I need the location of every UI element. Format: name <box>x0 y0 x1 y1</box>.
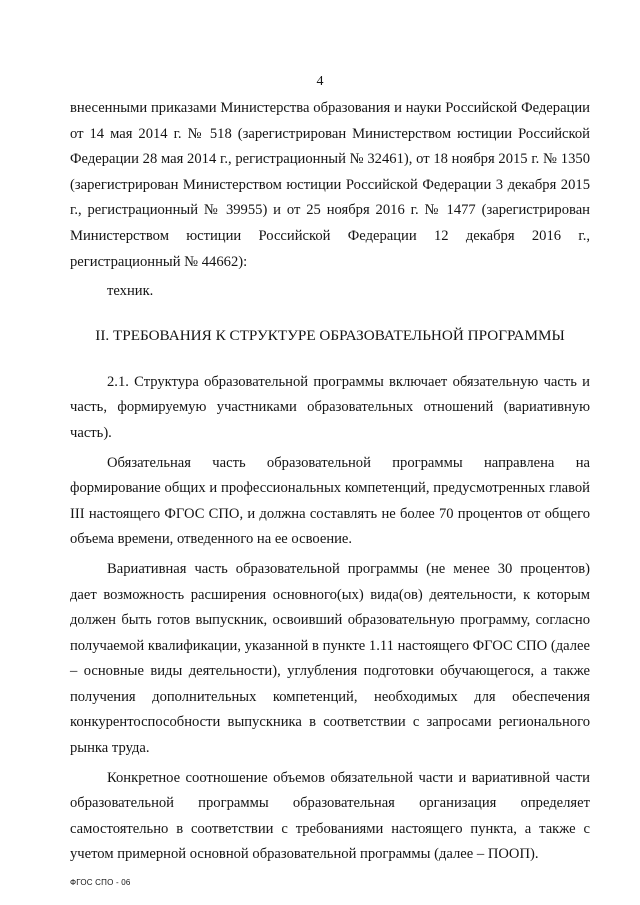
paragraph-ratio: Конкретное соотношение объемов обязательной части и вариативной части образовательной программы образовательная организация определяет самостоятельно в соответствии с требованиями настоящего пункта, а также с учетом примерной основной образовательной программы (далее – ПООП). <box>70 769 590 863</box>
section-heading: II. ТРЕБОВАНИЯ К СТРУКТУРЕ ОБРАЗОВАТЕЛЬНОЙ ПРОГРАММЫ <box>95 326 565 344</box>
paragraph-qualification: техник. <box>107 283 154 300</box>
footer-document-code: ФГОС СПО - 06 <box>70 878 131 887</box>
paragraph-2-1: 2.1. Структура образовательной программы включает обязательную часть и часть, формируемую участниками образовательных отношений (вариативную часть). <box>70 373 590 441</box>
paragraph-variative-part: Вариативная часть образовательной программы (не менее 30 процентов) дает возможность расширения основного(ых) вида(ов) деятельности, к которым должен быть готов выпускник, освоивший образовательную программу, согласно получаемой квалификации, указанной в пункте 1.11 настоящего ФГОС СПО (далее – основные виды деятельности), углубления подготовки обучающегося, а также получения дополнительных компетенций, необходимых для обеспечения конкурентоспособности выпускника в соответствии с запросами регионального рынка труда. <box>70 560 590 757</box>
page-number: 4 <box>316 74 324 89</box>
document-body <box>70 96 590 868</box>
paragraph-amendments: внесенными приказами Министерства образования и науки Российской Федерации от 14 мая 2014 г. № 518 (зарегистрирован Министерством юстиции Российской Федерации 28 мая 2014 г., регистрационный № 32461), от 18 ноября 2015 г. № 1350 (зарегистрирован Министерством юстиции Российской Федерации 3 декабря 2015 г., регистрационный № 39955) и от 25 ноября 2016 г. № 1477 (зарегистрирован Министерством юстиции Российской Федерации 12 декабря 2016 г., регистрационный № 44662): <box>70 100 590 270</box>
paragraph-mandatory-part: Обязательная часть образовательной программы направлена на формирование общих и профессиональных компетенций, предусмотренных главой III настоящего ФГОС СПО, и должна составлять не более 70 процентов от общего объема времени, отведенного на ее освоение. <box>70 454 590 548</box>
